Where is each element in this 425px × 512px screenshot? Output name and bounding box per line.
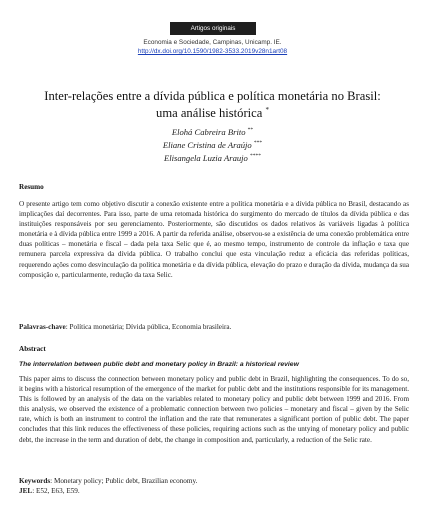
abstract-title: The interrelation between public debt and monetary policy in Brazil: a historical review [19, 361, 299, 368]
resumo-heading: Resumo [19, 183, 44, 191]
title-line-2-text: uma análise histórica [156, 105, 263, 120]
author-1 [0, 125, 425, 138]
abstract-text: This paper aims to discuss the connection between monetary policy and public debt in Brazil, highlighting the consequences. To do so, it begins with a historical resumption of the emergence of the market for public debt and the institutions responsible for its management. This is followed by an analysis of the data on the variables related to monetary policy and public debt between 1999 and 2016. From this analysis, we observed the existence of a problematic connection between two policies – monetary and fiscal – given by the Selic rate, which is both an instrument to control the inflation and the rate that remunerates a significant portion of public debt. The paper concludes that this link reduces the effectiveness of these policies, requiring actions such as the untying of monetary policy and public debt, the increase in the term and duration of debt, the change in composition and, particularly, a reduction of the Selic rate. [19, 375, 409, 444]
title-line-1: Inter-relações entre a dívida pública e política monetária no Brasil: [44, 89, 381, 103]
author-name: Eliane Cristina de Araújo [162, 140, 252, 151]
abstract-keywords [19, 477, 409, 485]
article-title [0, 90, 425, 120]
keywords-label: Keywords [19, 477, 51, 485]
author-name: Elohá Cabreira Brito [171, 126, 246, 137]
author-footnote-mark: **** [250, 153, 262, 160]
resumo-text: O presente artigo tem como objetivo discutir a conexão existente entre a política monetária e a dívida pública no Brasil, destacando as implicações daí decorrentes. Para isso, parte de uma retomada histórica do surgimento do mercado de títulos da dívida pública e das instituições responsáveis por seu gerenciamento. Posteriormente, são discutidos os dados relativos às variáveis ligadas à política monetária e à dívida pública entre 1999 a 2016. A partir da referida análise, observou-se a existência de uma conexão problemática entre duas políticas – monetária e fiscal – dada pela taxa Selic que é, ao mesmo tempo, instrumento de controle da inflação e taxa que remunera parcela expressiva da dívida pública. O trabalho conclui que esta vinculação reduz a eficácia das referidas políticas, requerendo ações como desvinculação da política monetária e da dívida pública, elevação do prazo e duração da dívida, mudança da sua composição e, particularmente, redução da taxa Selic. [19, 200, 409, 279]
section-badge: Artigos originais [170, 22, 256, 35]
doi-link[interactable]: http://dx.doi.org/10.1590/1982-3533.2019v28n1art08 [137, 48, 288, 55]
author-name: Elisangela Luzia Araujo [163, 153, 248, 164]
jel-codes [19, 487, 409, 495]
jel-value: : E52, E63, E59. [32, 487, 80, 495]
title-line-2 [0, 104, 425, 121]
author-footnote-mark: ** [247, 127, 254, 133]
resumo-keywords [19, 323, 409, 331]
keywords-label: Palavras-chave [19, 323, 66, 331]
keywords-value: : Monetary policy; Public debt, Brazilian economy. [50, 477, 198, 485]
journal-info: Economia e Sociedade, Campinas, Unicamp. IE. [143, 39, 282, 46]
author-2 [0, 138, 425, 151]
jel-label: JEL [19, 487, 33, 495]
abstract-heading: Abstract [19, 345, 46, 353]
author-3 [0, 151, 425, 164]
title-footnote-mark: * [265, 105, 269, 114]
author-list [0, 125, 425, 164]
author-footnote-mark: *** [253, 140, 263, 147]
keywords-value: : Política monetária; Dívida pública, Economia brasileira. [65, 323, 232, 331]
